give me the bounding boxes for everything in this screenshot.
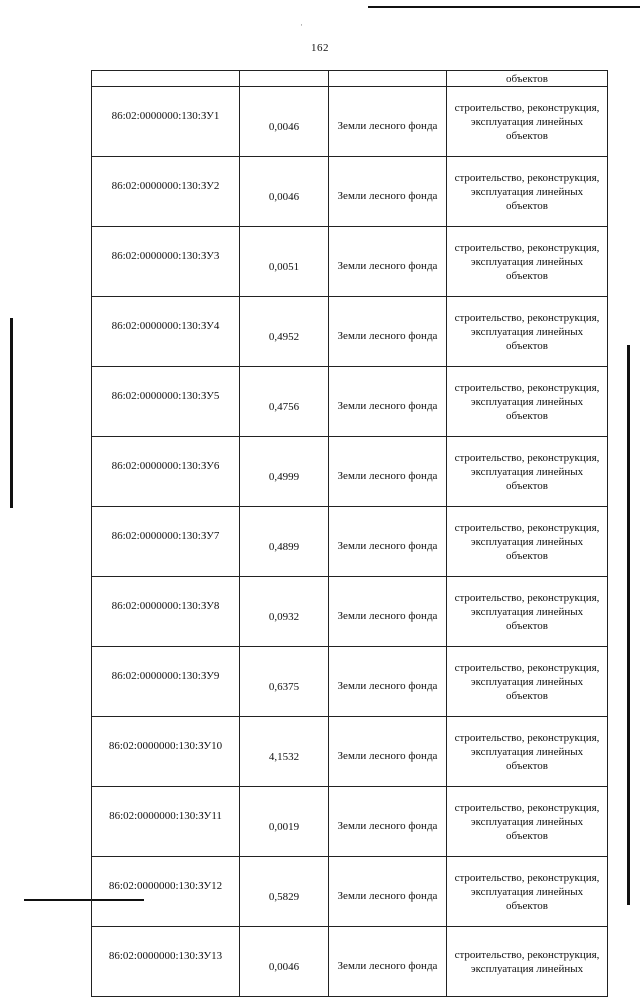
- land-category-cell: Земли лесного фонда: [329, 857, 447, 927]
- permitted-use-cell: строительство, реконструкция, эксплуатация линейных объектов: [447, 647, 608, 717]
- land-plots-table-body: [92, 71, 608, 997]
- cadastral-number-cell: 86:02:0000000:130:ЗУ10: [92, 717, 240, 787]
- table-row: [92, 367, 608, 437]
- permitted-use-cell: строительство, реконструкция, эксплуатация линейных объектов: [447, 717, 608, 787]
- permitted-use-cell: строительство, реконструкция, эксплуатация линейных: [447, 927, 608, 997]
- cadastral-number-cell: 86:02:0000000:130:ЗУ4: [92, 297, 240, 367]
- cadastral-number-cell: 86:02:0000000:130:ЗУ2: [92, 157, 240, 227]
- permitted-use-cell: строительство, реконструкция, эксплуатация линейных объектов: [447, 297, 608, 367]
- land-category-cell: [329, 71, 447, 87]
- area-cell: 0,4756: [240, 367, 329, 437]
- cadastral-number-cell: 86:02:0000000:130:ЗУ1: [92, 87, 240, 157]
- permitted-use-cell: строительство, реконструкция, эксплуатация линейных объектов: [447, 227, 608, 297]
- area-cell: 0,6375: [240, 647, 329, 717]
- land-category-cell: Земли лесного фонда: [329, 507, 447, 577]
- area-cell: 0,4999: [240, 437, 329, 507]
- land-category-cell: Земли лесного фонда: [329, 297, 447, 367]
- land-category-cell: Земли лесного фонда: [329, 227, 447, 297]
- permitted-use-cell: строительство, реконструкция, эксплуатация линейных объектов: [447, 857, 608, 927]
- land-category-cell: Земли лесного фонда: [329, 367, 447, 437]
- land-category-cell: Земли лесного фонда: [329, 577, 447, 647]
- cadastral-number-cell: 86:02:0000000:130:ЗУ13: [92, 927, 240, 997]
- scan-artifact-right-bar: [627, 345, 630, 905]
- cadastral-number-cell: 86:02:0000000:130:ЗУ7: [92, 507, 240, 577]
- area-cell: 0,5829: [240, 857, 329, 927]
- cadastral-number-cell: 86:02:0000000:130:ЗУ8: [92, 577, 240, 647]
- permitted-use-cell: строительство, реконструкция, эксплуатация линейных объектов: [447, 367, 608, 437]
- land-category-cell: Земли лесного фонда: [329, 87, 447, 157]
- table-row: [92, 647, 608, 717]
- cadastral-number-cell: 86:02:0000000:130:ЗУ12: [92, 857, 240, 927]
- land-category-cell: Земли лесного фонда: [329, 717, 447, 787]
- table-row: [92, 437, 608, 507]
- permitted-use-cell: объектов: [447, 71, 608, 87]
- table-row: [92, 297, 608, 367]
- cadastral-number-cell: [92, 71, 240, 87]
- area-cell: 0,0019: [240, 787, 329, 857]
- table-row-continuation: [92, 71, 608, 87]
- table-row: [92, 227, 608, 297]
- area-cell: 0,4952: [240, 297, 329, 367]
- area-cell: 0,0046: [240, 157, 329, 227]
- table-row: [92, 577, 608, 647]
- page-number: 162: [311, 42, 329, 54]
- cadastral-number-cell: 86:02:0000000:130:ЗУ5: [92, 367, 240, 437]
- permitted-use-cell: строительство, реконструкция, эксплуатация линейных объектов: [447, 507, 608, 577]
- cadastral-number-cell: 86:02:0000000:130:ЗУ9: [92, 647, 240, 717]
- permitted-use-cell: строительство, реконструкция, эксплуатация линейных объектов: [447, 577, 608, 647]
- table-row: [92, 857, 608, 927]
- area-cell: 0,4899: [240, 507, 329, 577]
- area-cell: 0,0932: [240, 577, 329, 647]
- table-row: [92, 717, 608, 787]
- area-cell: [240, 71, 329, 87]
- land-category-cell: Земли лесного фонда: [329, 787, 447, 857]
- permitted-use-cell: строительство, реконструкция, эксплуатация линейных объектов: [447, 787, 608, 857]
- land-category-cell: Земли лесного фонда: [329, 437, 447, 507]
- permitted-use-cell: строительство, реконструкция, эксплуатация линейных объектов: [447, 87, 608, 157]
- land-category-cell: Земли лесного фонда: [329, 927, 447, 997]
- area-cell: 0,0046: [240, 927, 329, 997]
- table-row: [92, 507, 608, 577]
- area-cell: 4,1532: [240, 717, 329, 787]
- table-row: [92, 927, 608, 997]
- area-cell: 0,0051: [240, 227, 329, 297]
- land-category-cell: Земли лесного фонда: [329, 157, 447, 227]
- cadastral-number-cell: 86:02:0000000:130:ЗУ3: [92, 227, 240, 297]
- area-cell: 0,0046: [240, 87, 329, 157]
- cadastral-number-cell: 86:02:0000000:130:ЗУ6: [92, 437, 240, 507]
- land-category-cell: Земли лесного фонда: [329, 647, 447, 717]
- permitted-use-cell: строительство, реконструкция, эксплуатация линейных объектов: [447, 157, 608, 227]
- scan-artifact-left-bar: [10, 318, 13, 508]
- table-row: [92, 87, 608, 157]
- permitted-use-cell: строительство, реконструкция, эксплуатация линейных объектов: [447, 437, 608, 507]
- table-row: [92, 787, 608, 857]
- land-plots-table: [91, 70, 608, 997]
- cadastral-number-cell: 86:02:0000000:130:ЗУ11: [92, 787, 240, 857]
- table-row: [92, 157, 608, 227]
- scan-artifact-top-line: [368, 6, 640, 8]
- scan-artifact-dots: ·: [300, 20, 303, 30]
